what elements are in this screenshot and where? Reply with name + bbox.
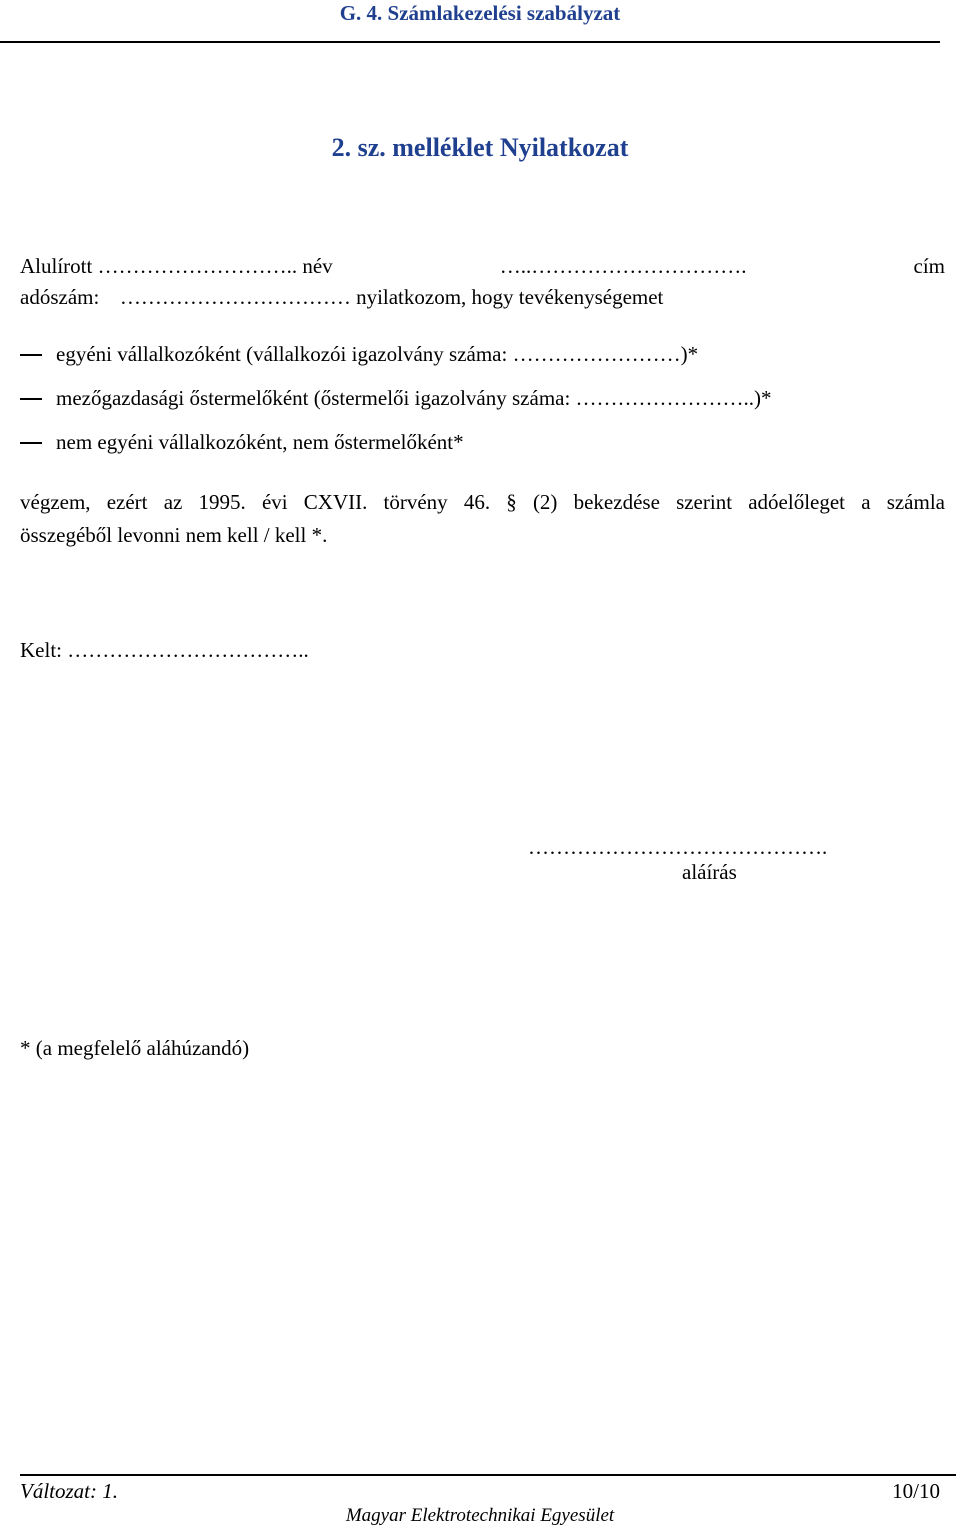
statement-word: a bbox=[861, 490, 871, 514]
footer-version: Változat: 1. bbox=[20, 1479, 118, 1503]
dash-bullet-icon bbox=[20, 442, 42, 444]
footnote: * (a megfelelő aláhúzandó) bbox=[20, 1036, 250, 1060]
statement-word: 1995. bbox=[198, 490, 246, 514]
option-other: nem egyéni vállalkozóként, nem őstermelőként* bbox=[56, 430, 464, 454]
statement-word: évi bbox=[261, 490, 288, 514]
statement-word: adóelőleget bbox=[748, 490, 846, 514]
footer-divider bbox=[20, 1474, 956, 1476]
footer-page-number: 10/10 bbox=[892, 1479, 940, 1503]
footer-organization: Magyar Elektrotechnikai Egyesület bbox=[345, 1505, 615, 1526]
statement-word: (2) bbox=[532, 490, 558, 514]
name-line-part-a: Alulírott ……………………….. név bbox=[20, 254, 333, 278]
statement-word: végzem, bbox=[20, 490, 91, 514]
tax-number-label: adószám: bbox=[20, 285, 100, 309]
statement-paragraph bbox=[20, 486, 945, 552]
statement-word: számla bbox=[886, 490, 945, 514]
name-address-line bbox=[20, 253, 945, 279]
name-line-part-c: cím bbox=[913, 254, 945, 278]
signature-label: aláírás bbox=[682, 860, 737, 884]
dash-bullet-icon bbox=[20, 354, 42, 356]
date-field: Kelt: …………………………….. bbox=[20, 638, 309, 662]
option-agricultural-producer: mezőgazdasági őstermelőként (őstermelői igazolvány száma: ……………………..)* bbox=[56, 386, 772, 410]
statement-word: CXVII. bbox=[303, 490, 368, 514]
statement-word: ezért bbox=[106, 490, 148, 514]
statement-line-2: összegéből levonni nem kell / kell *. bbox=[20, 523, 328, 547]
header-divider bbox=[0, 41, 940, 43]
statement-line-1 bbox=[20, 486, 945, 519]
declaration-text: …………………………… nyilatkozom, hogy tevékenységemet bbox=[119, 285, 664, 309]
statement-word: bekezdése bbox=[573, 490, 660, 514]
dash-bullet-icon bbox=[20, 398, 42, 400]
option-individual-entrepreneur: egyéni vállalkozóként (vállalkozói igazolvány száma: ……………………)* bbox=[56, 342, 699, 366]
tax-number-line bbox=[20, 284, 663, 310]
signature-line: ……………………………………. bbox=[528, 835, 828, 859]
statement-word: törvény bbox=[383, 490, 448, 514]
statement-word: § bbox=[506, 490, 517, 514]
statement-word: 46. bbox=[463, 490, 491, 514]
header-title: G. 4. Számlakezelési szabályzat bbox=[339, 1, 621, 25]
name-line-part-b: …..…………………………. bbox=[499, 254, 747, 278]
statement-word: az bbox=[163, 490, 183, 514]
document-title: 2. sz. melléklet Nyilatkozat bbox=[331, 133, 629, 162]
statement-word: szerint bbox=[676, 490, 733, 514]
